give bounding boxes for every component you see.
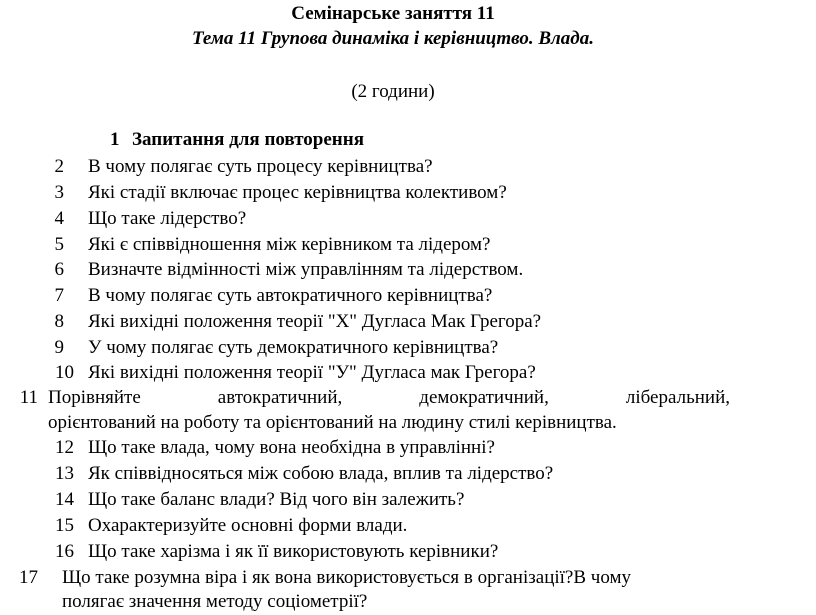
page-title: Семінарське заняття 11 <box>291 3 495 24</box>
list-item-text: Що таке влада, чому вона необхідна в управлінні? <box>88 437 495 458</box>
list-item-number: 13 <box>55 463 74 484</box>
list-item-number: 9 <box>54 337 64 358</box>
list-item-number: 2 <box>54 156 64 177</box>
list-item-text: У чому полягає суть демократичного керівництва? <box>88 337 499 358</box>
list-item-text-line2: полягає значення методу соціометрії? <box>62 591 368 612</box>
list-item-number: 16 <box>55 541 74 562</box>
list-item-text: Визначте відмінності між управлінням та лідерством. <box>88 259 524 280</box>
section-heading-text: Запитання для повторення <box>132 129 364 150</box>
list-item-text-line1: Порівняйте автократичний, демократичний, ліберальний, <box>48 387 730 408</box>
list-item-number: 12 <box>55 437 74 458</box>
list-item-number: 7 <box>54 285 64 306</box>
list-item-number: 15 <box>55 515 74 536</box>
list-item-text: Які вихідні положення теорії "Х" Дугласа Мак Грегора? <box>88 311 542 332</box>
list-item-number: 14 <box>55 489 74 510</box>
list-item-text: Що таке баланс влади? Від чого він залежить? <box>88 489 465 510</box>
list-item-text: В чому полягає суть автократичного керівництва? <box>88 285 493 306</box>
list-item-text: Охарактеризуйте основні форми влади. <box>88 515 408 536</box>
duration-label: (2 години) <box>351 81 435 102</box>
list-item-number: 6 <box>54 259 64 280</box>
list-item-number: 5 <box>54 234 64 255</box>
list-item-text: Які стадії включає процес керівництва колективом? <box>88 182 507 203</box>
list-item-text: Які вихідні положення теорії "У" Дугласа мак Грегора? <box>88 362 536 383</box>
list-item-number: 3 <box>54 182 64 203</box>
list-item-text: Як співвідносяться між собою влада, вплив та лідерство? <box>88 463 554 484</box>
list-item-number: 10 <box>55 362 74 383</box>
list-item-number: 11 <box>19 387 38 408</box>
list-item-text: Що таке харізма і як її використовують керівники? <box>88 541 499 562</box>
list-item-text: Які є співвідношення між керівником та лідером? <box>88 234 491 255</box>
page-subtitle: Тема 11 Групова динаміка і керівництво. Влада. <box>192 28 594 49</box>
section-heading <box>110 128 364 152</box>
list-item-number: 17 <box>19 567 38 588</box>
list-item-number: 4 <box>54 208 64 229</box>
section-heading-number: 1 <box>110 129 120 150</box>
list-item-text-line2: орієнтований на роботу та орієнтований на людину стилі керівництва. <box>48 412 617 433</box>
list-item-number: 8 <box>54 311 64 332</box>
list-item-text-line1: Що таке розумна віра і як вона використовується в організації?В чому <box>62 567 631 588</box>
list-item-text: В чому полягає суть процесу керівництва? <box>88 156 433 177</box>
list-item-text: Що таке лідерство? <box>88 208 247 229</box>
